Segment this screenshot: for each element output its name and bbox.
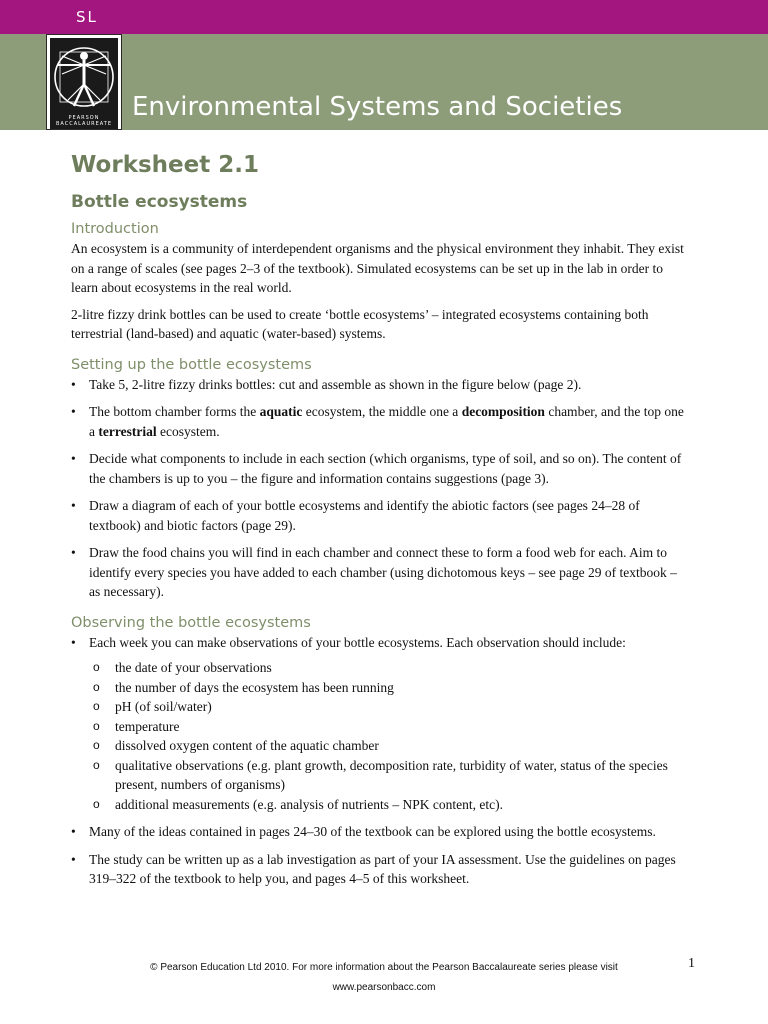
keyword-decomposition: decomposition bbox=[461, 404, 545, 419]
worksheet-body bbox=[71, 148, 691, 897]
introduction-heading: Introduction bbox=[71, 221, 159, 237]
setup-bullet-2-text: ecosystem. bbox=[156, 423, 220, 439]
intro-paragraph-2: 2-litre fizzy drink bottles can be used to create ‘bottle ecosystems’ – integrated ecosystems containing both terrestrial (land-based) and aquatic (water-based) systems. bbox=[71, 306, 649, 341]
observe-bullet-2: Many of the ideas contained in pages 24–30 of the textbook can be explored using the bottle ecosystems. bbox=[89, 824, 656, 839]
list-item: • Each week you can make observations of your bottle ecosystems. Each observation should include: o the date of your observations o the number of days the ecosystem has been running o pH (of soil/water) o temperature o dissolved oxygen content of the aquatic chamber o qualitative observations (e.g. plant growth, decomposition rate, turbidity of water, status of the species present, numbers of organisms) o additional measurements (e.g. analysis of nutrients – NPK content, etc). bbox=[71, 633, 691, 815]
observing-list bbox=[71, 633, 691, 889]
list-item: • The study can be written up as a lab investigation as part of your IA assessment. Use the guidelines on pages 319–322 of the textbook to help you, and pages 4–5 of this worksheet. bbox=[71, 851, 676, 886]
setup-bullet-4: Draw a diagram of each of your bottle ecosystems and identify the abiotic factors (see pages 24–28 of textbook) and biotic factors (page 29). bbox=[89, 498, 640, 533]
observation-sublist bbox=[89, 658, 691, 814]
list-item: • Decide what components to include in each section (which organisms, type of soil, and so on). The content of the chambers is up to you – the figure and information contains suggestions (page 3). bbox=[71, 451, 682, 486]
sublist-item: o the date of your observations bbox=[93, 660, 272, 675]
sublist-text: additional measurements (e.g. analysis of nutrients – NPK content, etc). bbox=[115, 796, 504, 812]
logo-wordmark: PEARSON BACCALAUREATE bbox=[50, 115, 118, 129]
sublist-item: o temperature bbox=[93, 718, 180, 734]
list-item: • Draw a diagram of each of your bottle ecosystems and identify the abiotic factors (see pages 24–28 of textbook) and biotic factors (page 29). bbox=[71, 498, 640, 533]
setup-bullet-2-text: ecosystem, the middle one a bbox=[302, 404, 462, 419]
setup-bullet-1: Take 5, 2-litre fizzy drinks bottles: cut and assemble as shown in the figure below (page 2). bbox=[89, 376, 582, 392]
website-link[interactable]: www.pearsonbacc.com bbox=[332, 982, 436, 993]
keyword-terrestrial: terrestrial bbox=[98, 423, 157, 439]
sublist-text: the number of days the ecosystem has been running bbox=[115, 679, 394, 695]
copyright-notice: © Pearson Education Ltd 2010. For more information about the Pearson Baccalaureate series please visit bbox=[150, 962, 618, 973]
worksheet-subtitle: Bottle ecosystems bbox=[71, 192, 248, 212]
setup-heading: Setting up the bottle ecosystems bbox=[71, 356, 312, 373]
pearson-logo bbox=[46, 34, 122, 130]
sublist-item: o qualitative observations (e.g. plant growth, decomposition rate, turbidity of water, status of the species present, numbers of organisms) bbox=[93, 757, 668, 792]
sublist-item: o dissolved oxygen content of the aquatic chamber bbox=[93, 738, 379, 753]
setup-list bbox=[71, 375, 691, 602]
setup-bullet-2-text: chamber, and the top one a bbox=[89, 404, 684, 439]
sublist-text: pH (of soil/water) bbox=[115, 699, 212, 714]
sublist-item: o pH (of soil/water) bbox=[93, 699, 212, 714]
list-item: • The bottom chamber forms the aquatic ecosystem, the middle one a decomposition chamber, and the top one a terrestrial ecosystem. bbox=[71, 404, 684, 439]
setup-bullet-2-text: The bottom chamber forms the bbox=[89, 404, 260, 419]
worksheet-title: Worksheet 2.1 bbox=[71, 152, 259, 178]
list-item: • Many of the ideas contained in pages 24–30 of the textbook can be explored using the bottle ecosystems. bbox=[71, 824, 656, 839]
level-label: SL bbox=[76, 8, 98, 26]
intro-paragraph-1: An ecosystem is a community of interdependent organisms and the physical environment they inhabit. They exist on a range of scales (see pages 2–3 of the textbook). Simulated ecosystems can be set up in the lab in order to learn about ecosystems in the real world. bbox=[71, 241, 684, 295]
sublist-text: dissolved oxygen content of the aquatic chamber bbox=[115, 738, 379, 753]
list-item: • Take 5, 2-litre fizzy drinks bottles: cut and assemble as shown in the figure below (page 2). bbox=[71, 376, 582, 392]
page-number: 1 bbox=[688, 956, 695, 971]
sublist-text: temperature bbox=[115, 718, 180, 734]
vitruvian-man-icon bbox=[50, 38, 118, 116]
sublist-text: qualitative observations (e.g. plant growth, decomposition rate, turbidity of water, status of the species present, numbers of organisms) bbox=[115, 757, 668, 792]
observing-heading: Observing the bottle ecosystems bbox=[71, 614, 311, 631]
keyword-aquatic: aquatic bbox=[259, 404, 303, 419]
page-footer bbox=[90, 958, 678, 998]
setup-bullet-5: Draw the food chains you will find in each chamber and connect these to form a food web for each. Aim to identify every species you have added to each chamber (using dichotomous keys – see page 29 of textbook – as necessary). bbox=[89, 545, 677, 599]
observe-bullet-1: Each week you can make observations of your bottle ecosystems. Each observation should include: bbox=[89, 634, 626, 650]
sublist-item: o the number of days the ecosystem has been running bbox=[93, 679, 394, 695]
sublist-text: the date of your observations bbox=[115, 660, 272, 675]
sublist-item: o additional measurements (e.g. analysis of nutrients – NPK content, etc). bbox=[93, 796, 504, 812]
page-header-title: Environmental Systems and Societies bbox=[132, 92, 623, 122]
top-bar bbox=[0, 0, 768, 34]
observe-bullet-3: The study can be written up as a lab investigation as part of your IA assessment. Use the guidelines on pages 319–322 of the textbook to help you, and pages 4–5 of this worksheet. bbox=[89, 851, 676, 886]
setup-bullet-3: Decide what components to include in each section (which organisms, type of soil, and so on). The content of the chambers is up to you – the figure and information contains suggestions (page 3). bbox=[89, 451, 682, 486]
list-item: • Draw the food chains you will find in each chamber and connect these to form a food web for each. Aim to identify every species you have added to each chamber (using dichotomous keys – see page 29 of textbook – as necessary). bbox=[71, 545, 677, 599]
